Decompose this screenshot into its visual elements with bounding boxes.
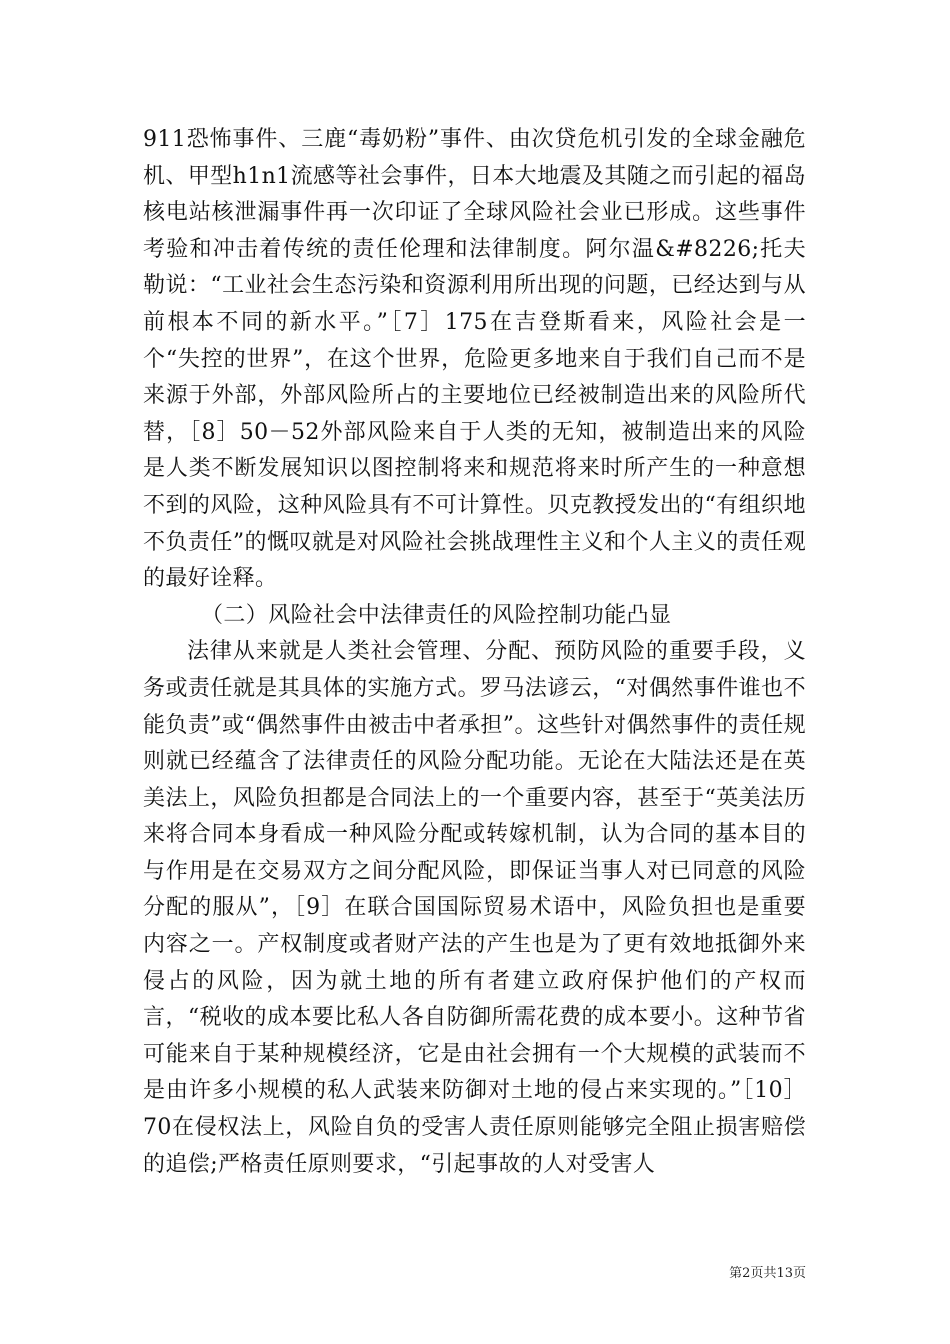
page-number: 第2页共13页 — [729, 1266, 806, 1281]
body-paragraph: 911恐怖事件、三鹿“毒奶粉”事件、由次贷危机引发的全球金融危机、甲型h1n1流感等社会事件，日本大地震及其随之而引起的福岛核电站核泄漏事件再一次印证了全球风险社会业已形成。这些事件考验和冲击着传统的责任伦理和法律制度。阿尔温&#8226;托夫勒说：“工业社会生态污染和资源利用所出现的问题，已经达到与从前根本不同的新水平。”［7］175在吉登斯看来，风险社会是一个“失控的世界”，在这个世界，危险更多地来自于我们自己而不是来源于外部，外部风险所占的主要地位已经被制造出来的风险所代替，［8］50－52外部风险来自于人类的无知，被制造出来的风险是人类不断发展知识以图控制将来和规范将来时所产生的一种意想不到的风险，这种风险具有不可计算性。贝克教授发出的“有组织地不负责任”的慨叹就是对风险社会挑战理性主义和个人主义的责任观的最好诠释。 — [143, 127, 806, 592]
body-paragraph: 法律从来就是人类社会管理、分配、预防风险的重要手段，义务或责任就是其具体的实施方式。罗马法谚云，“对偶然事件谁也不能负责”或“偶然事件由被击中者承担”。这些针对偶然事件的责任规则就已经蕴含了法律责任的风险分配功能。无论在大陆法还是在英美法上，风险负担都是合同法上的一个重要内容，甚至于“英美法历来将合同本身看成一种风险分配或转嫁机制，认为合同的基本目的与作用是在交易双方之间分配风险，即保证当事人对已同意的风险分配的服从”，［9］在联合国国际贸易术语中，风险负担也是重要内容之一。产权制度或者财产法的产生也是为了更有效地抵御外来侵占的风险，因为就土地的所有者建立政府保护他们的产权而言，“税收的成本要比私人各自防御所需花费的成本要小。这种节省可能来自于某种规模经济，它是由社会拥有一个大规模的武装而不是由许多小规模的私人武装来防御对土地的侵占来实现的。”［10］70在侵权法上，风险自负的受害人责任原则能够完全阻止损害赔偿的追偿;严格责任原则要求，“引起事故的人对受害人 — [143, 639, 806, 1177]
document-body — [143, 122, 806, 1183]
section-heading: （二）风险社会中法律责任的风险控制功能凸显 — [201, 602, 672, 628]
